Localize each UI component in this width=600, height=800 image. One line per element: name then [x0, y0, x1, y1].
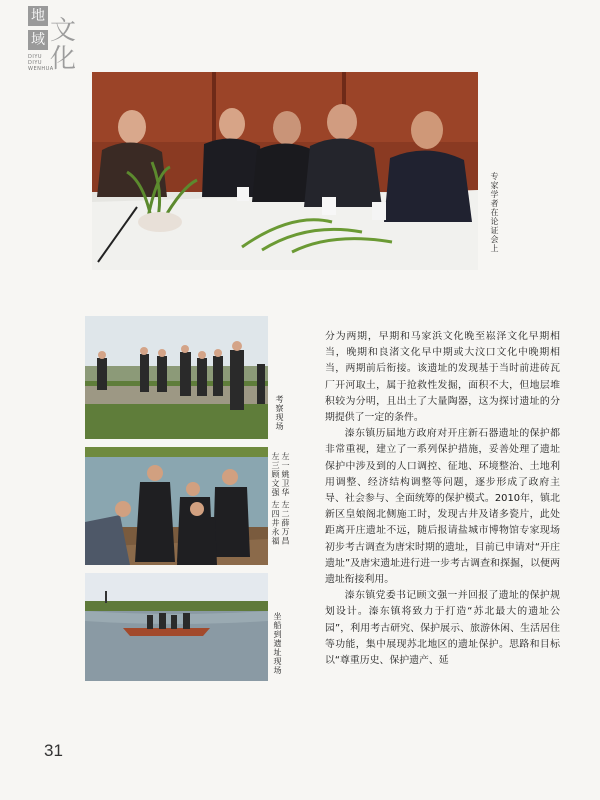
boat-group-photo [85, 447, 268, 565]
boat-caption-line2: 左三顾文强 左四井永福 [271, 452, 280, 546]
logo-char-hua: 化 [50, 44, 77, 74]
logo-char-wen: 文 [50, 16, 77, 46]
inspection-caption: 考察现场 [275, 395, 284, 431]
boat-caption-line1: 左一姚卫华 左二薛万昌 [281, 452, 290, 546]
inspection-photo [85, 316, 268, 439]
logo-char-di: 地 [28, 6, 48, 26]
main-photo-caption: 专家学者在论证会上 [490, 172, 499, 253]
article-paragraph: 溱东镇历届地方政府对开庄新石器遗址的保护都非常重视，建立了一系列保护措施，妥善处理了遗址保护中涉及到的人口调控、征地、环境整治、土地利用调整、经济结构调整等问题，逐步形成了政府主导、社会参与、全面统筹的保护模式。2010年，镇北新区皇娘阁北侧施工时，发现古井及诸多瓷片，此处距离开庄遗址不远，随后报请盐城市博物馆专家现场初步考古调查为唐宋时期的遗址，目前已申请对“开庄遗址”及唐宋遗址进行进一步考古调查和探掘，以便两遗址衔接利用。 [325, 428, 560, 586]
logo-char-yu: 域 [28, 30, 48, 50]
meeting-photo [92, 72, 478, 270]
river-site-photo [85, 573, 268, 681]
river-caption: 坐船到遗址现场 [273, 612, 282, 675]
article-paragraph: 分为两期，早期和马家浜文化晚至崧泽文化早期相当，晚期和良渚文化早中期或大汶口文化中晚期相当，两期前后衔接。该遗址的发现基于当时前进砖瓦厂开河取土，属于抢救性发掘，面积不大，但地层堆积较为分明，且出土了大量陶器，这为探讨遗址的分期提供了一定的条件。 [325, 331, 560, 424]
logo-pinyin: DIYU DIYU WENHUA [28, 54, 54, 72]
article-paragraph: 溱东镇党委书记顾文强一并回报了遗址的保护规划设计。溱东镇将致力于打造“苏北最大的遗址公园”，利用考古研究、保护展示、旅游休闲、生活居住等功能，集中展现苏北地区的遗址保护。思路和目标以“尊重历史、保护遗产、延 [325, 590, 560, 667]
section-logo [28, 4, 88, 82]
article-body [325, 329, 560, 669]
page-number: 31 [44, 741, 63, 760]
